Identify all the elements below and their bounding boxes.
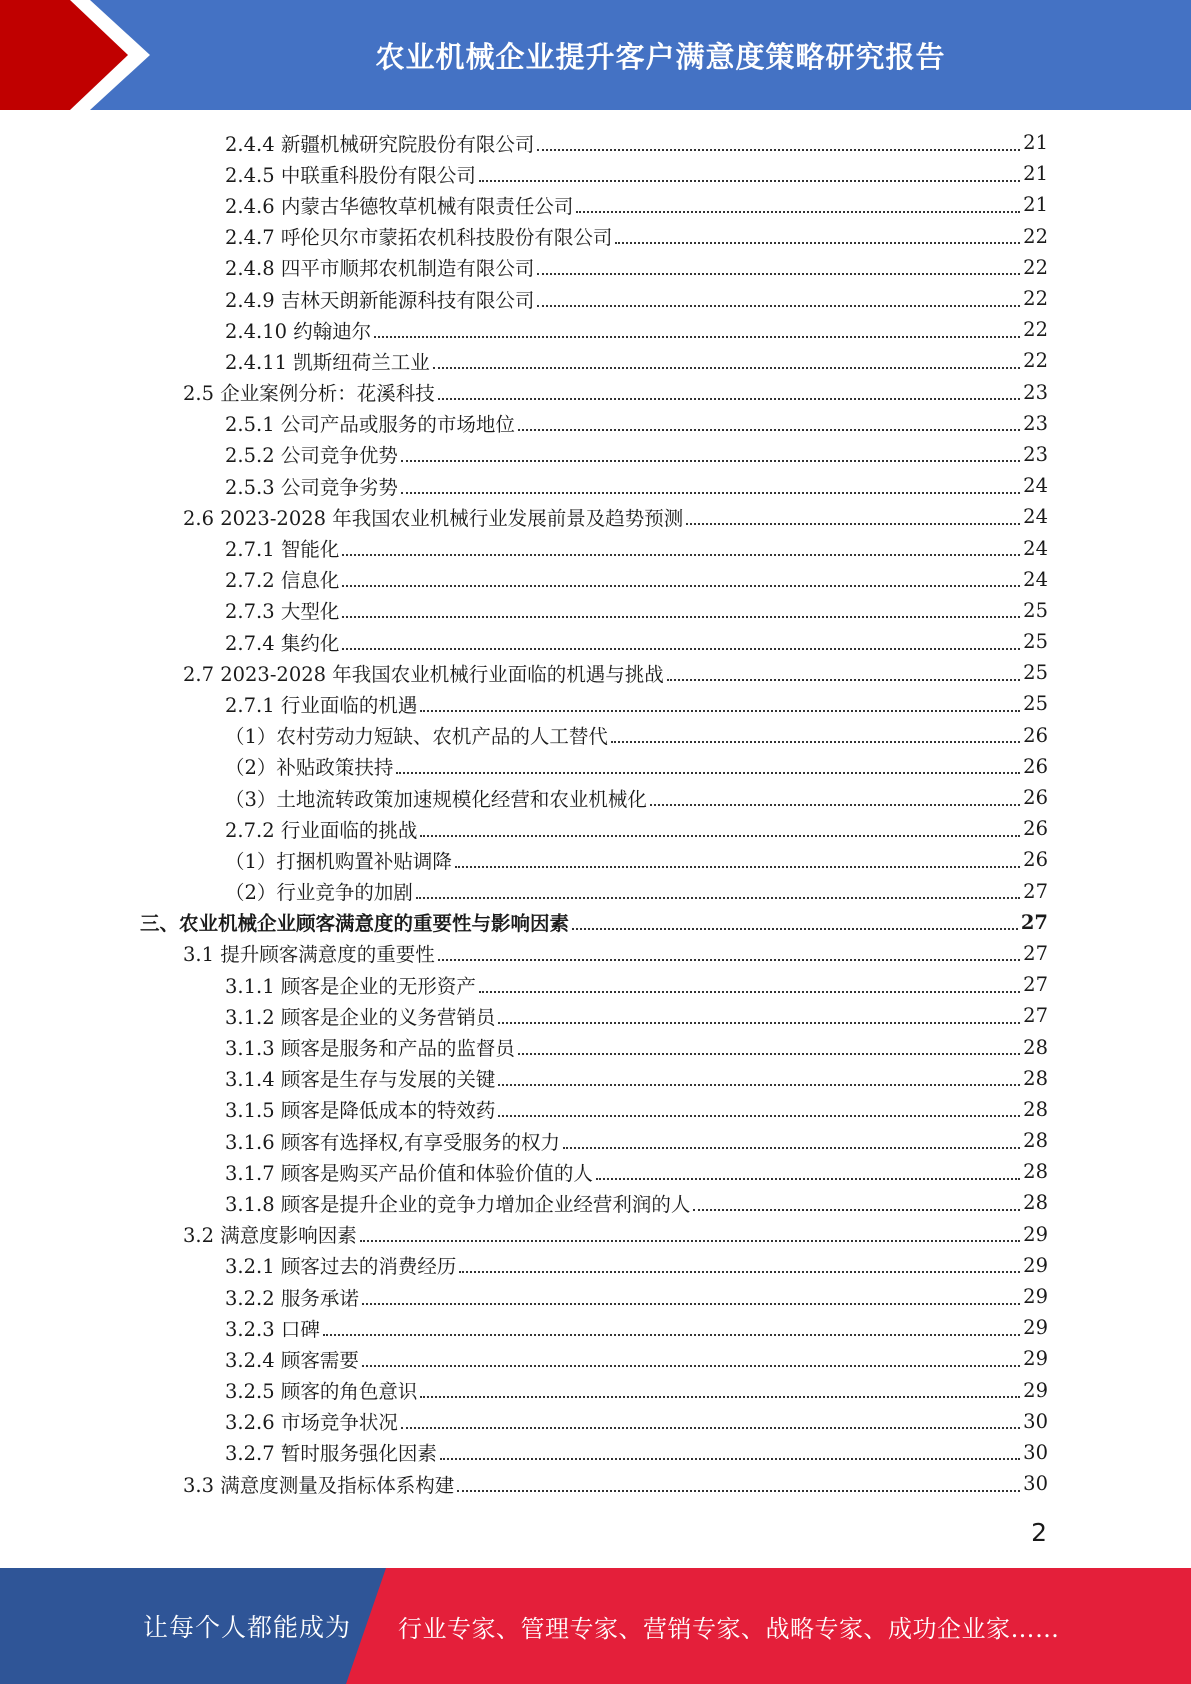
toc-entry-page: 26 xyxy=(1023,817,1048,841)
toc-dot-leader xyxy=(611,741,1020,743)
toc-entry-title: 2.4.4 新疆机械研究院股份有限公司 xyxy=(225,132,535,156)
toc-entry-page: 21 xyxy=(1023,131,1048,155)
toc-entry-page: 21 xyxy=(1023,193,1048,217)
toc-entry-page: 30 xyxy=(1023,1472,1048,1496)
toc-entry-title: （2）行业竞争的加剧 xyxy=(225,881,413,905)
toc-dot-leader xyxy=(686,523,1020,525)
toc-entry[interactable] xyxy=(0,688,1048,719)
toc-entry-title: （1）农村劳动力短缺、农机产品的人工替代 xyxy=(225,725,608,749)
toc-entry[interactable] xyxy=(0,532,1048,563)
toc-dot-leader xyxy=(518,429,1020,431)
toc-entry-page: 22 xyxy=(1023,349,1048,373)
toc-entry[interactable] xyxy=(0,470,1048,501)
toc-entry[interactable] xyxy=(0,1156,1048,1187)
toc-entry-title: 3.2.5 顾客的角色意识 xyxy=(225,1380,418,1404)
toc-entry[interactable] xyxy=(0,127,1048,158)
toc-entry-page: 24 xyxy=(1023,505,1048,529)
toc-dot-leader xyxy=(401,1427,1020,1429)
toc-entry[interactable] xyxy=(0,657,1048,688)
toc-entry-page: 30 xyxy=(1023,1409,1048,1433)
toc-entry[interactable] xyxy=(0,907,1048,938)
toc-entry-page: 23 xyxy=(1023,380,1048,404)
toc-entry-page: 25 xyxy=(1023,598,1048,622)
toc-entry-title: 2.4.9 吉林天朗新能源科技有限公司 xyxy=(225,288,535,312)
toc-dot-leader xyxy=(420,835,1020,837)
toc-dot-leader xyxy=(693,1209,1020,1211)
footer-slogan-left: 让每个人都能成为 xyxy=(143,1613,352,1642)
toc-entry-page: 25 xyxy=(1023,630,1048,654)
toc-dot-leader xyxy=(342,648,1020,650)
toc-dot-leader xyxy=(323,1334,1020,1336)
toc-entry-page: 29 xyxy=(1023,1253,1048,1277)
toc-dot-leader xyxy=(401,460,1020,462)
toc-entry-page: 26 xyxy=(1023,848,1048,872)
toc-dot-leader xyxy=(650,804,1020,806)
toc-entry[interactable] xyxy=(0,1219,1048,1250)
toc-entry-title: 2.4.6 内蒙古华德牧草机械有限责任公司 xyxy=(225,194,574,218)
toc-entry-title: 2.4.10 约翰迪尔 xyxy=(225,319,372,343)
toc-entry-title: 3.1.1 顾客是企业的无形资产 xyxy=(225,974,476,998)
toc-entry-title: 2.6 2023-2028 年我国农业机械行业发展前景及趋势预测 xyxy=(183,506,684,530)
toc-entry-page: 28 xyxy=(1023,1066,1048,1090)
toc-dot-leader xyxy=(342,585,1020,587)
toc-dot-leader xyxy=(401,492,1020,494)
footer-slogan-right: 行业专家、管理专家、营销专家、战略专家、成功企业家…… xyxy=(398,1614,1060,1643)
toc-entry-title: 3.2.4 顾客需要 xyxy=(225,1348,359,1372)
toc-dot-leader xyxy=(457,1490,1020,1492)
toc-entry[interactable] xyxy=(0,1343,1048,1374)
toc-entry-page: 27 xyxy=(1023,973,1048,997)
toc-entry-page: 24 xyxy=(1023,474,1048,498)
toc-dot-leader xyxy=(518,1053,1020,1055)
toc-entry-page: 25 xyxy=(1023,692,1048,716)
toc-entry-title: 3.1.3 顾客是服务和产品的监督员 xyxy=(225,1037,515,1061)
table-of-contents xyxy=(0,127,1191,1499)
toc-entry[interactable] xyxy=(0,1406,1048,1437)
toc-entry-title: （1）打捆机购置补贴调降 xyxy=(225,849,452,873)
toc-dot-leader xyxy=(498,1084,1020,1086)
toc-entry-title: 3.3 满意度测量及指标体系构建 xyxy=(183,1473,455,1497)
toc-dot-leader xyxy=(667,679,1020,681)
toc-entry[interactable] xyxy=(0,938,1048,969)
toc-entry[interactable] xyxy=(0,1187,1048,1218)
toc-dot-leader xyxy=(498,1115,1020,1117)
toc-entry[interactable] xyxy=(0,1063,1048,1094)
toc-dot-leader xyxy=(433,367,1020,369)
toc-entry-page: 29 xyxy=(1023,1347,1048,1371)
toc-dot-leader xyxy=(455,866,1020,868)
toc-entry-page: 22 xyxy=(1023,287,1048,311)
toc-entry-title: 2.5.3 公司竞争劣势 xyxy=(225,475,398,499)
toc-entry-page: 29 xyxy=(1023,1316,1048,1340)
toc-entry[interactable] xyxy=(0,1281,1048,1312)
toc-entry-title: 3.1.8 顾客是提升企业的竞争力增加企业经营利润的人 xyxy=(225,1192,691,1216)
toc-dot-leader xyxy=(396,772,1020,774)
page-number: 2 xyxy=(1031,1518,1047,1547)
toc-dot-leader xyxy=(420,710,1020,712)
toc-entry[interactable] xyxy=(0,158,1048,189)
toc-entry[interactable] xyxy=(0,345,1048,376)
toc-entry-page: 24 xyxy=(1023,536,1048,560)
toc-dot-leader xyxy=(440,1458,1020,1460)
toc-dot-leader xyxy=(459,1271,1020,1273)
toc-entry-page: 26 xyxy=(1023,754,1048,778)
toc-entry[interactable] xyxy=(0,782,1048,813)
toc-dot-leader xyxy=(420,1396,1020,1398)
toc-entry-title: 3.1.6 顾客有选择权,有享受服务的权力 xyxy=(225,1130,561,1154)
toc-entry-page: 29 xyxy=(1023,1285,1048,1309)
toc-entry-page: 27 xyxy=(1023,941,1048,965)
toc-entry-title: 3.1.5 顾客是降低成本的特效药 xyxy=(225,1099,496,1123)
toc-entry-page: 28 xyxy=(1023,1191,1048,1215)
toc-entry[interactable] xyxy=(0,189,1048,220)
toc-entry[interactable] xyxy=(0,1312,1048,1343)
toc-entry[interactable] xyxy=(0,377,1048,408)
toc-entry-page: 21 xyxy=(1023,162,1048,186)
toc-entry[interactable] xyxy=(0,1375,1048,1406)
toc-entry[interactable] xyxy=(0,408,1048,439)
toc-entry-title: 2.4.5 中联重科股份有限公司 xyxy=(225,163,476,187)
toc-dot-leader xyxy=(596,1178,1020,1180)
toc-entry-page: 28 xyxy=(1023,1035,1048,1059)
toc-dot-leader xyxy=(438,959,1020,961)
toc-dot-leader xyxy=(479,991,1020,993)
toc-entry-title: 2.7.1 行业面临的机遇 xyxy=(225,693,418,717)
toc-entry-title: 2.7.1 智能化 xyxy=(225,538,340,562)
toc-entry-title: （2）补贴政策扶持 xyxy=(225,756,394,780)
toc-entry-title: 2.7.4 集约化 xyxy=(225,631,340,655)
toc-entry-page: 22 xyxy=(1023,224,1048,248)
toc-entry[interactable] xyxy=(0,844,1048,875)
toc-entry-title: 3.2.1 顾客过去的消费经历 xyxy=(225,1255,457,1279)
toc-entry-page: 28 xyxy=(1023,1160,1048,1184)
toc-dot-leader xyxy=(342,554,1020,556)
toc-entry-title: 3.1.2 顾客是企业的义务营销员 xyxy=(225,1005,496,1029)
toc-entry[interactable] xyxy=(0,501,1048,532)
toc-entry-page: 24 xyxy=(1023,567,1048,591)
toc-entry-title: 2.4.8 四平市顺邦农机制造有限公司 xyxy=(225,257,535,281)
toc-entry[interactable] xyxy=(0,1468,1048,1499)
toc-entry-title: 3.2.3 口碑 xyxy=(225,1317,320,1341)
toc-entry-page: 27 xyxy=(1023,879,1048,903)
toc-entry[interactable] xyxy=(0,564,1048,595)
toc-entry-title: 3.2.7 暂时服务强化因素 xyxy=(225,1442,437,1466)
toc-dot-leader xyxy=(374,336,1020,338)
toc-entry-title: （3）土地流转政策加速规模化经营和农业机械化 xyxy=(225,787,647,811)
toc-dot-leader xyxy=(479,180,1020,182)
toc-entry-title: 三、农业机械企业顾客满意度的重要性与影响因素 xyxy=(140,912,570,936)
toc-entry-title: 3.1.7 顾客是购买产品价值和体验价值的人 xyxy=(225,1161,593,1185)
toc-entry[interactable] xyxy=(0,1000,1048,1031)
toc-entry-page: 29 xyxy=(1023,1378,1048,1402)
toc-entry-page: 23 xyxy=(1023,411,1048,435)
toc-dot-leader xyxy=(537,273,1020,275)
toc-dot-leader xyxy=(563,1147,1020,1149)
footer-banner xyxy=(0,1568,1191,1684)
toc-entry[interactable] xyxy=(0,595,1048,626)
toc-entry[interactable] xyxy=(0,1094,1048,1125)
toc-entry-page: 23 xyxy=(1023,442,1048,466)
toc-entry-page: 30 xyxy=(1023,1440,1048,1464)
toc-entry[interactable] xyxy=(0,252,1048,283)
toc-entry-title: 3.1.4 顾客是生存与发展的关键 xyxy=(225,1068,496,1092)
toc-entry-title: 2.7.2 信息化 xyxy=(225,569,340,593)
toc-dot-leader xyxy=(360,1240,1020,1242)
toc-entry[interactable] xyxy=(0,1125,1048,1156)
toc-entry[interactable] xyxy=(0,813,1048,844)
toc-entry-title: 2.5.2 公司竞争优势 xyxy=(225,444,398,468)
toc-dot-leader xyxy=(438,398,1020,400)
toc-entry-page: 28 xyxy=(1023,1129,1048,1153)
toc-entry-title: 2.4.7 呼伦贝尔市蒙拓农机科技股份有限公司 xyxy=(225,226,613,250)
toc-entry-title: 2.5.1 公司产品或服务的市场地位 xyxy=(225,413,515,437)
toc-entry-page: 22 xyxy=(1023,255,1048,279)
toc-entry[interactable] xyxy=(0,221,1048,252)
toc-entry-page: 25 xyxy=(1023,661,1048,685)
toc-entry[interactable] xyxy=(0,283,1048,314)
toc-dot-leader xyxy=(572,928,1018,930)
toc-entry-page: 29 xyxy=(1023,1222,1048,1246)
toc-dot-leader xyxy=(416,897,1020,899)
toc-entry-title: 3.2 满意度影响因素 xyxy=(183,1224,357,1248)
toc-entry-title: 3.2.6 市场竞争状况 xyxy=(225,1411,398,1435)
toc-entry[interactable] xyxy=(0,439,1048,470)
toc-entry[interactable] xyxy=(0,876,1048,907)
toc-entry-title: 2.7 2023-2028 年我国农业机械行业面临的机遇与挑战 xyxy=(183,662,664,686)
toc-entry-page: 27 xyxy=(1020,910,1048,934)
toc-dot-leader xyxy=(342,616,1020,618)
toc-entry-title: 3.1 提升顾客满意度的重要性 xyxy=(183,943,435,967)
toc-dot-leader xyxy=(362,1365,1020,1367)
toc-entry[interactable] xyxy=(0,969,1048,1000)
toc-entry-title: 2.4.11 凯斯纽荷兰工业 xyxy=(225,350,430,374)
toc-entry-page: 27 xyxy=(1023,1004,1048,1028)
toc-entry[interactable] xyxy=(0,314,1048,345)
toc-entry[interactable] xyxy=(0,720,1048,751)
toc-entry-page: 22 xyxy=(1023,318,1048,342)
toc-dot-leader xyxy=(615,242,1020,244)
toc-dot-leader xyxy=(537,305,1020,307)
toc-dot-leader xyxy=(498,1022,1020,1024)
toc-entry-page: 26 xyxy=(1023,786,1048,810)
toc-entry[interactable] xyxy=(0,1437,1048,1468)
toc-entry-page: 26 xyxy=(1023,723,1048,747)
toc-dot-leader xyxy=(537,149,1020,151)
toc-entry[interactable] xyxy=(0,1250,1048,1281)
toc-entry-title: 3.2.2 服务承诺 xyxy=(225,1286,359,1310)
toc-entry-page: 28 xyxy=(1023,1097,1048,1121)
toc-entry-title: 2.7.2 行业面临的挑战 xyxy=(225,818,418,842)
toc-dot-leader xyxy=(362,1303,1020,1305)
toc-entry[interactable] xyxy=(0,1031,1048,1062)
toc-dot-leader xyxy=(576,211,1020,213)
toc-entry[interactable] xyxy=(0,751,1048,782)
toc-entry-title: 2.7.3 大型化 xyxy=(225,600,340,624)
header-banner xyxy=(0,0,1191,110)
toc-entry-title: 2.5 企业案例分析：花溪科技 xyxy=(183,382,435,406)
toc-entry[interactable] xyxy=(0,626,1048,657)
document-title: 农业机械企业提升客户满意度策略研究报告 xyxy=(375,39,946,74)
